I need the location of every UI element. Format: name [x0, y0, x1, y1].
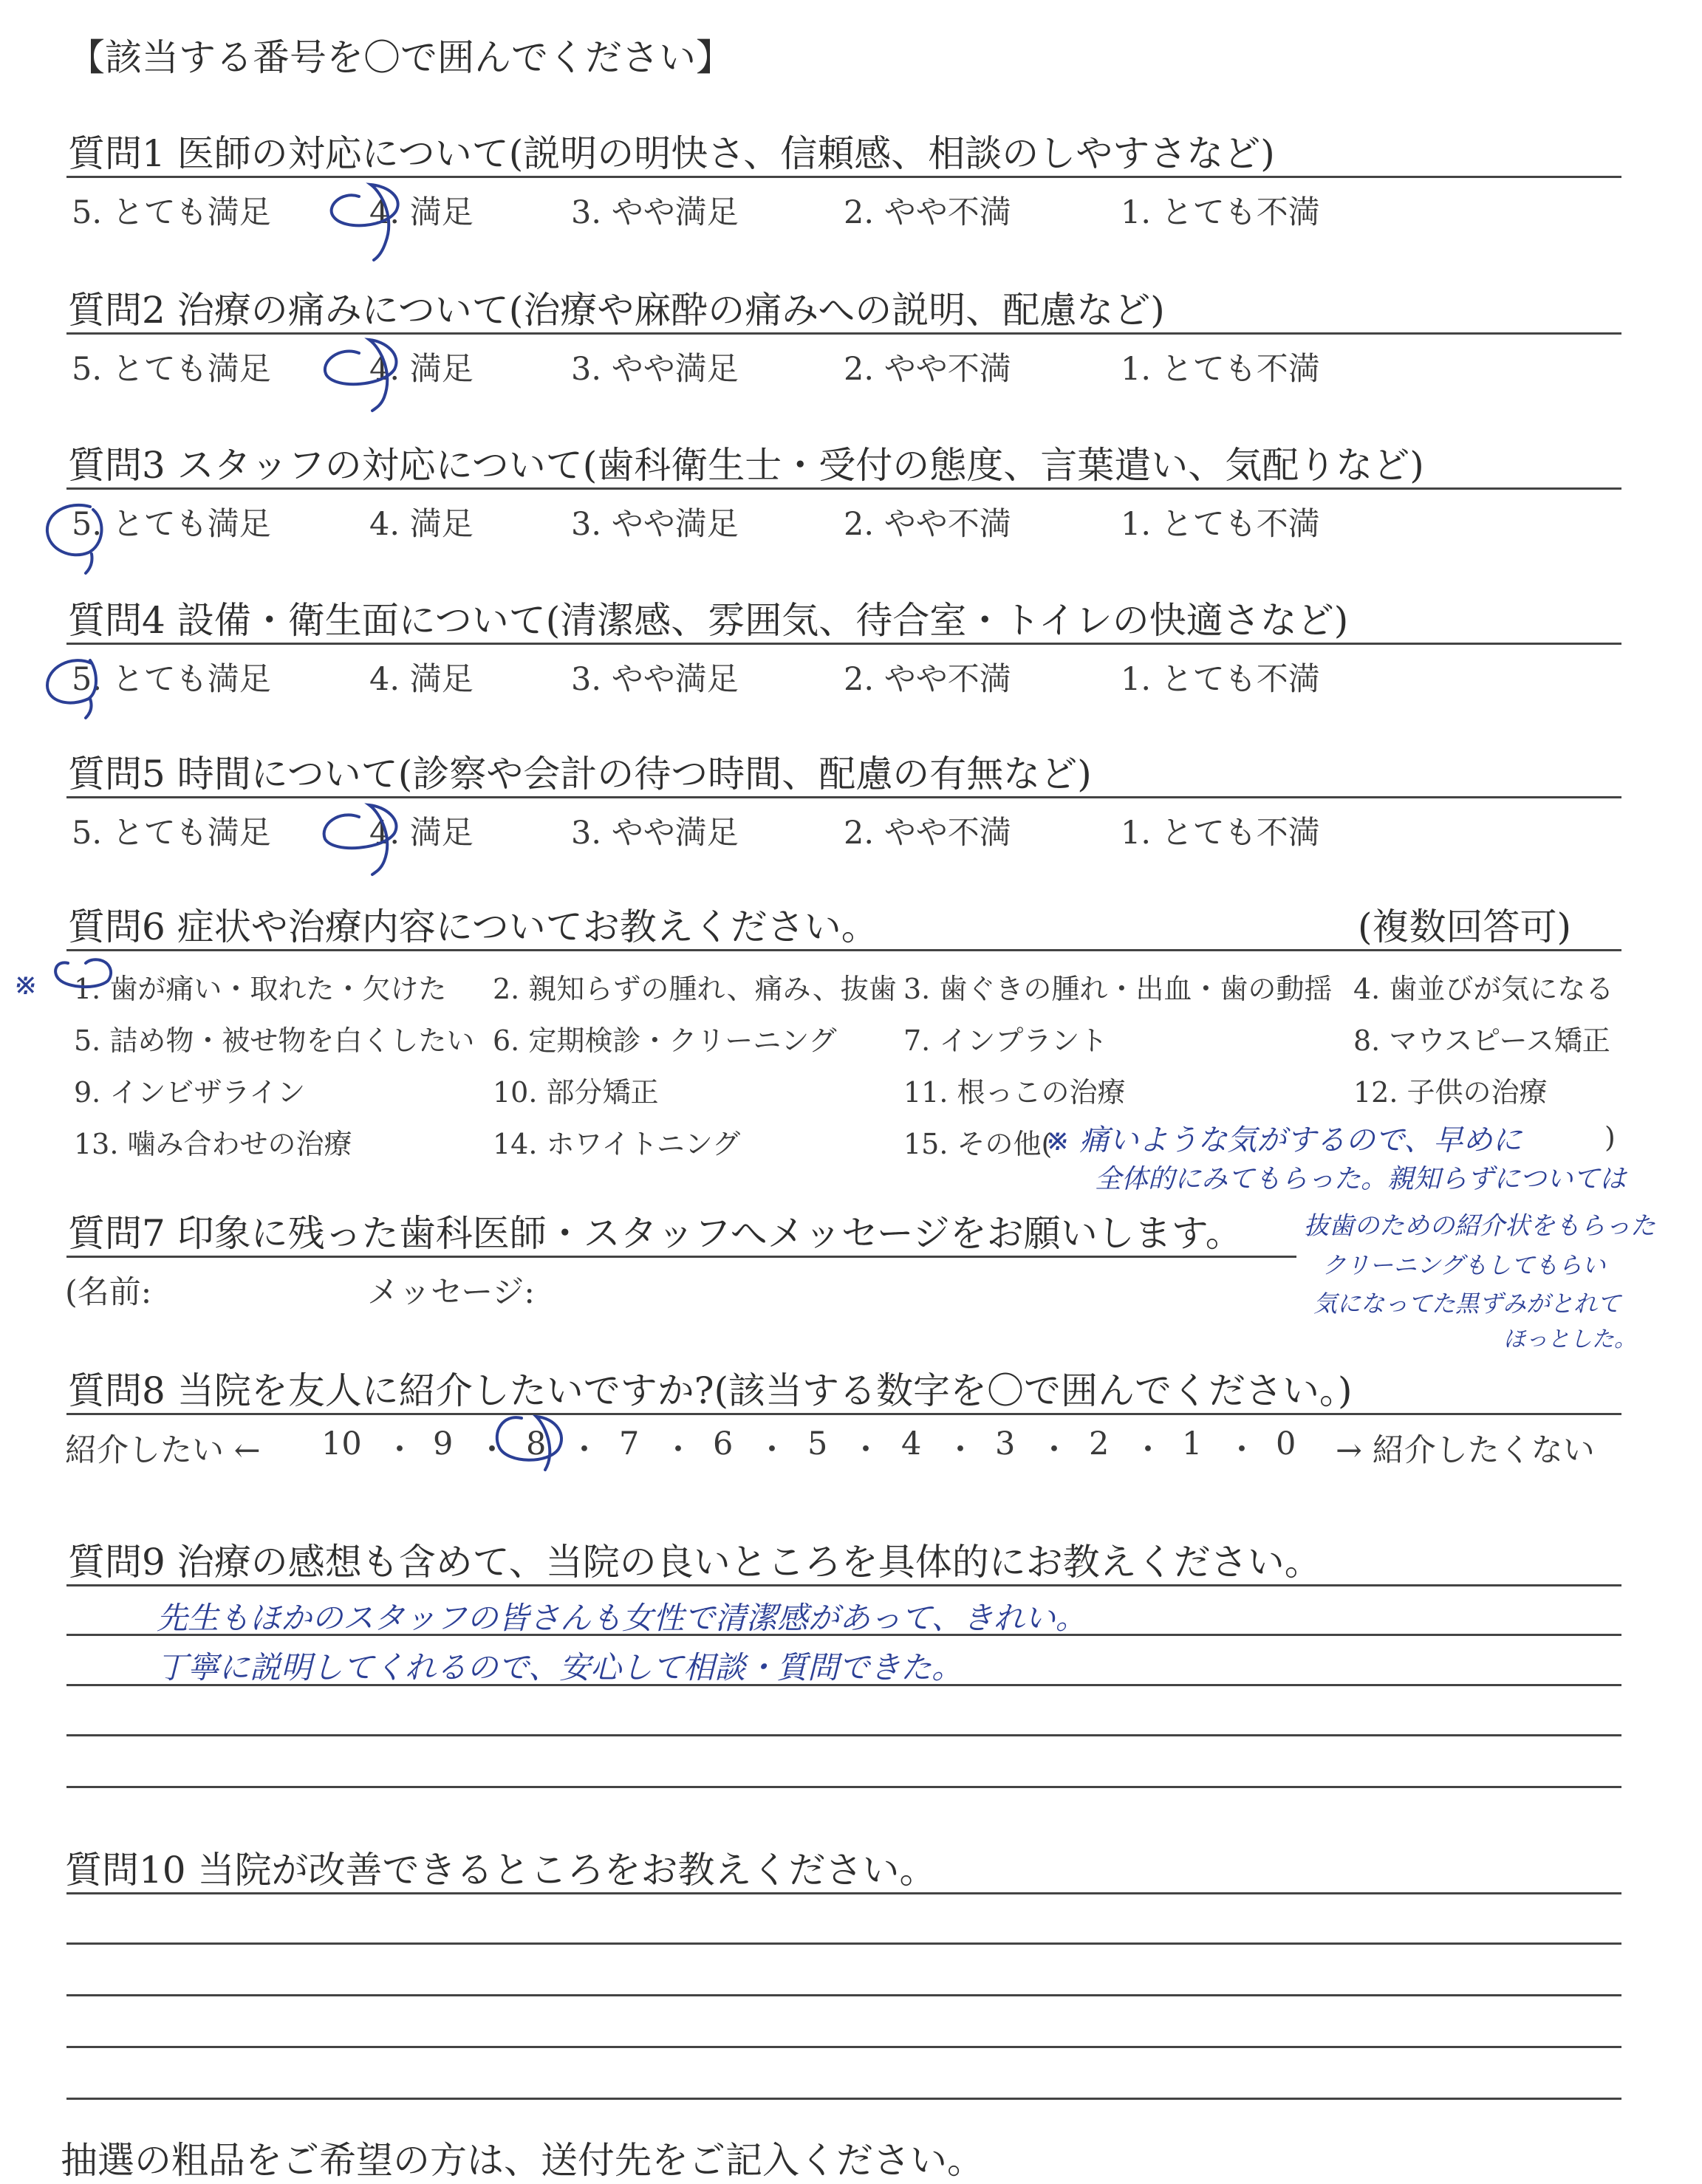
q10-answer-line: [66, 2046, 1621, 2048]
q8-scale-2[interactable]: 2: [1089, 1425, 1110, 1462]
q4-option-3[interactable]: 3. やや満足: [571, 661, 739, 698]
q8-right-label: → 紹介したくない: [1336, 1432, 1595, 1469]
q6-item-3[interactable]: 3. 歯ぐきの腫れ・出血・歯の動揺: [903, 973, 1333, 1005]
q7-message-label: メッセージ:: [367, 1274, 535, 1311]
q7-title: 質問7 印象に残った歯科医師・スタッフへメッセージをお願いします。: [68, 1212, 1243, 1255]
q6-item-10[interactable]: 10. 部分矯正: [493, 1076, 659, 1109]
q4-option-4[interactable]: 4. 満足: [369, 661, 474, 698]
q1-rule: [66, 176, 1621, 178]
q8-scale-6[interactable]: 6: [713, 1425, 734, 1462]
q6-handwritten-note-line-2: 全体的にみてもらった。親知らずについては: [1095, 1164, 1627, 1194]
q5-option-5[interactable]: 5. とても満足: [72, 815, 271, 852]
q4-option-1[interactable]: 1. とても不満: [1121, 661, 1320, 698]
q6-item-9[interactable]: 9. インビザライン: [74, 1076, 306, 1109]
q1-option-2[interactable]: 2. やや不満: [844, 194, 1011, 231]
q8-separator: ・: [1226, 1431, 1258, 1468]
q4-option-5[interactable]: 5. とても満足: [72, 661, 271, 698]
q10-title: 質問10 当院が改善できるところをお教えください。: [65, 1849, 937, 1892]
q6-item-11[interactable]: 11. 根っこの治療: [903, 1076, 1126, 1109]
q8-separator: ・: [569, 1431, 601, 1468]
q6-item-7[interactable]: 7. インプラント: [903, 1024, 1108, 1057]
page-heading: 【該当する番号を〇で囲んでください】: [68, 36, 733, 79]
q8-separator: ・: [384, 1431, 416, 1468]
q9-answer-line: [66, 1734, 1621, 1736]
q8-scale-10[interactable]: 10: [321, 1425, 362, 1462]
q6-handwritten-note-line-1: ※ 痛いような気がするので、早めに: [1045, 1123, 1522, 1157]
q8-scale-5[interactable]: 5: [807, 1425, 828, 1462]
q7-rule: [66, 1256, 1296, 1258]
q2-rule: [66, 332, 1621, 335]
q2-option-1[interactable]: 1. とても不満: [1121, 351, 1320, 388]
q8-scale-8[interactable]: 8: [526, 1425, 547, 1462]
q4-title: 質問4 設備・衛生面について(清潔感、雰囲気、待合室・トイレの快適さなど): [68, 599, 1349, 642]
q3-option-2[interactable]: 2. やや不満: [844, 506, 1011, 543]
q1-title: 質問1 医師の対応について(説明の明快さ、信頼感、相談のしやすさなど): [68, 132, 1275, 175]
q6-item-5[interactable]: 5. 詰め物・被せ物を白くしたい: [74, 1024, 475, 1057]
q2-option-5[interactable]: 5. とても満足: [72, 351, 271, 388]
q6-handwritten-note-line-4: クリーニングもしてもらい: [1322, 1251, 1606, 1279]
q5-option-4[interactable]: 4. 満足: [369, 815, 474, 852]
q6-item-4[interactable]: 4. 歯並びが気になる: [1353, 973, 1614, 1005]
q6-item-14[interactable]: 14. ホワイトニング: [493, 1128, 741, 1160]
q1-option-5[interactable]: 5. とても満足: [72, 194, 271, 231]
q6-multiple-note: (複数回答可): [1358, 906, 1572, 948]
q5-title: 質問5 時間について(診察や会計の待つ時間、配慮の有無など): [68, 753, 1092, 795]
q10-answer-line: [66, 1942, 1621, 1945]
q6-item-13[interactable]: 13. 噛み合わせの治療: [74, 1128, 352, 1160]
q8-scale-9[interactable]: 9: [433, 1425, 454, 1462]
footer-instruction-partial: 抽選の粗品をご希望の方は、送付先をご記入ください。: [61, 2139, 984, 2182]
q9-rule: [66, 1584, 1621, 1586]
q9-handwritten-answer-line-1: 先生もほかのスタッフの皆さんも女性で清潔感があって、きれい。: [157, 1600, 1087, 1636]
q6-item-8[interactable]: 8. マウスピース矯正: [1353, 1024, 1610, 1057]
q9-answer-line: [66, 1786, 1621, 1788]
q8-separator: ・: [663, 1431, 694, 1468]
q6-item-1[interactable]: 1. 歯が痛い・取れた・欠けた: [74, 973, 447, 1005]
q3-rule: [66, 487, 1621, 490]
q5-option-3[interactable]: 3. やや満足: [571, 815, 739, 852]
q8-separator: ・: [756, 1431, 788, 1468]
q1-option-4[interactable]: 4. 満足: [369, 194, 474, 231]
q6-item-12[interactable]: 12. 子供の治療: [1353, 1076, 1548, 1109]
q6-rule: [66, 949, 1621, 951]
q8-rule: [66, 1413, 1621, 1415]
q8-separator: ・: [850, 1431, 882, 1468]
q9-handwritten-answer-line-2: 丁寧に説明してくれるので、安心して相談・質問できた。: [157, 1649, 963, 1685]
q8-separator: ・: [1039, 1431, 1070, 1468]
q4-option-2[interactable]: 2. やや不満: [844, 661, 1011, 698]
q5-option-2[interactable]: 2. やや不満: [844, 815, 1011, 852]
q7-name-label: (名前:: [65, 1274, 152, 1311]
q1-option-1[interactable]: 1. とても不満: [1121, 194, 1320, 231]
q10-answer-line: [66, 2098, 1621, 2100]
q6-title: 質問6 症状や治療内容についてお教えください。: [68, 906, 878, 948]
q6-item-2[interactable]: 2. 親知らずの腫れ、痛み、抜歯: [493, 973, 897, 1005]
q6-item-15[interactable]: 15. その他(: [903, 1128, 1053, 1160]
q6-item-6[interactable]: 6. 定期検診・クリーニング: [493, 1024, 837, 1057]
q6-handwritten-note-line-5: 気になってた黒ずみがとれて: [1313, 1290, 1621, 1318]
q8-scale-0[interactable]: 0: [1276, 1425, 1296, 1462]
q8-scale-4[interactable]: 4: [901, 1425, 922, 1462]
q8-separator: ・: [476, 1431, 508, 1468]
q3-option-3[interactable]: 3. やや満足: [571, 506, 739, 543]
q6-handwritten-note-line-6: ほっとした。: [1503, 1327, 1636, 1352]
q8-scale-1[interactable]: 1: [1182, 1425, 1203, 1462]
q2-option-3[interactable]: 3. やや満足: [571, 351, 739, 388]
q3-option-1[interactable]: 1. とても不満: [1121, 506, 1320, 543]
q4-rule: [66, 643, 1621, 645]
q2-title: 質問2 治療の痛みについて(治療や麻酔の痛みへの説明、配慮など): [68, 289, 1165, 332]
q6-item-15-close-paren: ): [1604, 1121, 1616, 1154]
q8-scale-3[interactable]: 3: [995, 1425, 1016, 1462]
q8-separator: ・: [1132, 1431, 1164, 1468]
q8-separator: ・: [945, 1431, 977, 1468]
q8-title: 質問8 当院を友人に紹介したいですか?(該当する数字を〇で囲んでください。): [68, 1369, 1353, 1412]
q3-option-4[interactable]: 4. 満足: [369, 506, 474, 543]
q3-option-5[interactable]: 5. とても満足: [72, 506, 271, 543]
q6-handwritten-note-line-3: 抜歯のための紹介状をもらった: [1304, 1211, 1655, 1241]
q8-left-label: 紹介したい ←: [65, 1432, 261, 1469]
q3-title: 質問3 スタッフの対応について(歯科衛生士・受付の態度、言葉遣い、気配りなど): [68, 444, 1424, 487]
q2-option-4[interactable]: 4. 満足: [369, 351, 474, 388]
q9-title: 質問9 治療の感想も含めて、当院の良いところを具体的にお教えください。: [68, 1541, 1322, 1584]
q10-answer-line: [66, 1994, 1621, 1996]
q5-rule: [66, 796, 1621, 798]
q6-handwritten-asterisk: ※: [13, 968, 38, 1002]
q5-option-1[interactable]: 1. とても不満: [1121, 815, 1320, 852]
q8-scale-7[interactable]: 7: [619, 1425, 640, 1462]
q10-rule: [66, 1892, 1621, 1894]
q1-option-3[interactable]: 3. やや満足: [571, 194, 739, 231]
q2-option-2[interactable]: 2. やや不満: [844, 351, 1011, 388]
